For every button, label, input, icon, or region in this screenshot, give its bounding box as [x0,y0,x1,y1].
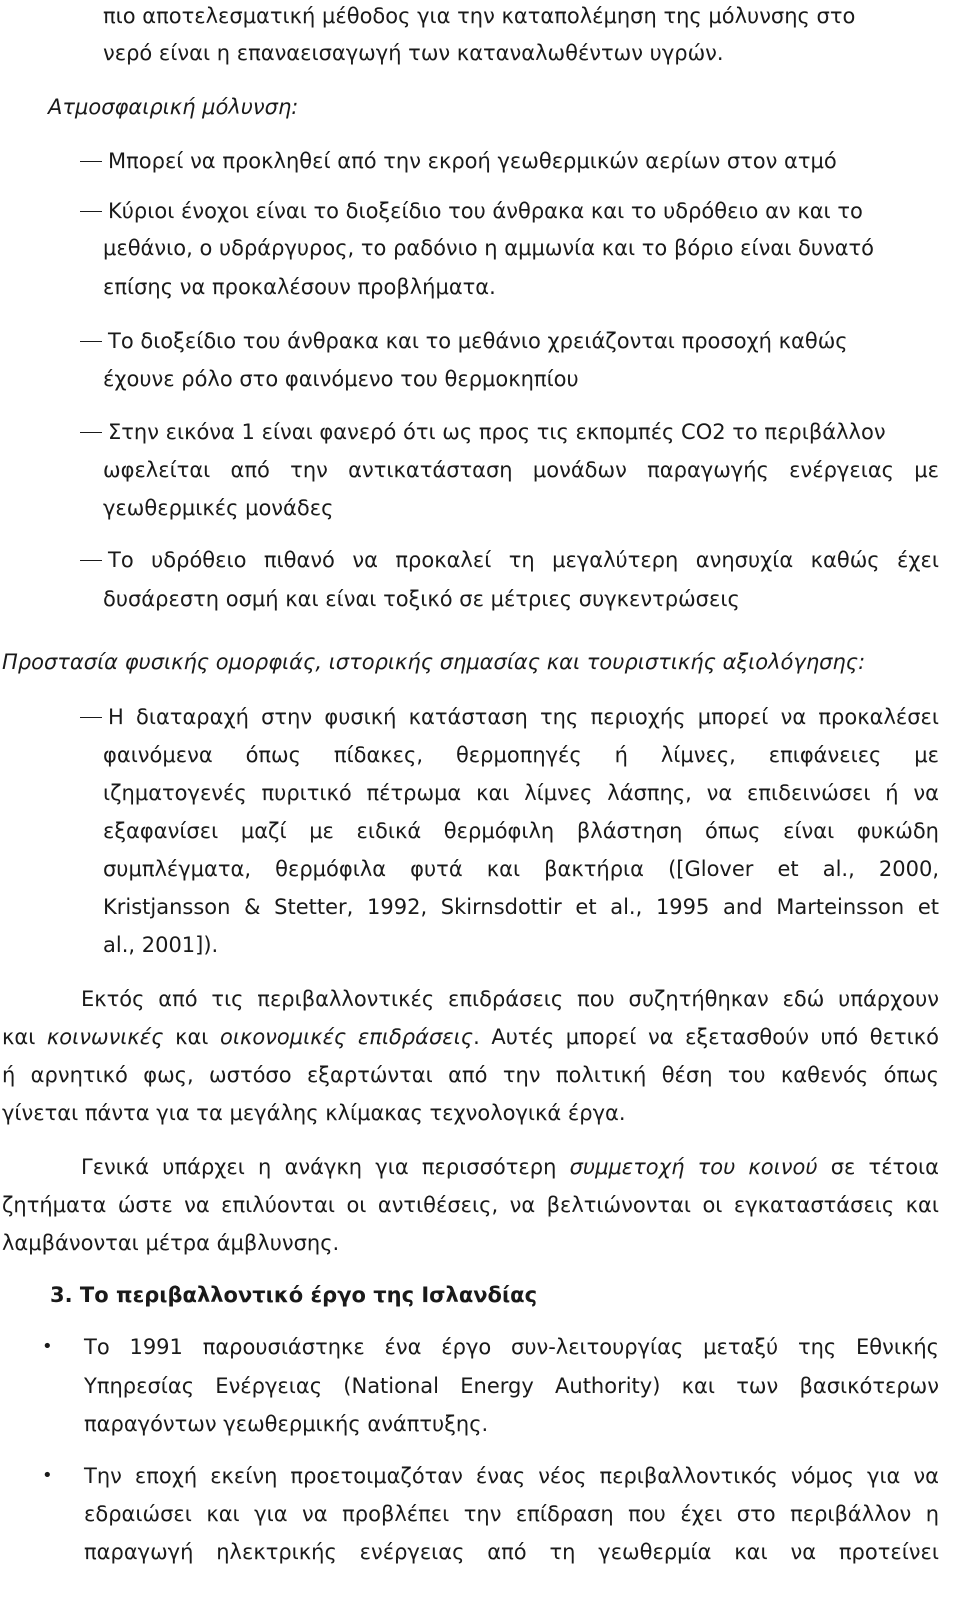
emphasis-social: κοινωνικές [46,1025,164,1049]
dash-marker [80,161,102,162]
bullet-marker-2: • [42,1465,53,1486]
section-heading-protection: Προστασία φυσικής ομορφιάς, ιστορικής σημασίας και τουριστικής αξιολόγησης: [2,650,866,674]
text: Μπορεί να προκληθεί από την εκροή γεωθερμικών αερίων στον ατμό [108,149,837,173]
dash-marker [80,560,102,561]
dash-item-3-line-1 [80,327,939,355]
text: Κύριοι ένοχοι είναι το διοξείδιο του άνθρακα και το υδρόθειο αν και το [108,199,863,223]
social-paragraph-line-2 [2,1023,939,1051]
public-paragraph-line-2: ζητήματα ώστε να επιλύονται οι αντιθέσεις, να βελτιώνονται οι εγκαταστάσεις και [2,1193,939,1217]
dash-marker [80,211,102,212]
dash-item-1 [80,147,837,175]
dash-marker [80,341,102,342]
bullet-1-line-2: Υπηρεσίας Ενέργειας (National Energy Authority) και των βασικότερων [84,1374,939,1398]
section-3-heading: 3. Το περιβαλλοντικό έργο της Ισλανδίας [50,1283,538,1307]
dash-item-2-line-2: μεθάνιο, ο υδράργυρος, το ραδόνιο η αμμωνία και το βόριο είναι δυνατό [103,236,875,260]
text: σε τέτοια [817,1155,939,1179]
protection-item-line-4: εξαφανίσει μαζί με ειδικά θερμόφιλη βλάστηση όπως είναι φυκώδη [103,819,939,843]
protection-item-line-3: ιζηματογενές πυριτικό πέτρωμα και λίμνες λάσπης, να επιδεινώσει ή να [103,781,939,805]
text: και [163,1025,220,1049]
social-paragraph-line-1: Εκτός από τις περιβαλλοντικές επιδράσεις που συζητήθηκαν εδώ υπάρχουν [81,987,939,1011]
bullet-marker-1: • [42,1336,53,1357]
text: Το διοξείδιο του άνθρακα και το μεθάνιο χρειάζονται προσοχή καθώς [108,329,848,353]
dash-item-4-line-2: ωφελείται από την αντικατάσταση μονάδων παραγωγής ενέργειας με [103,458,939,482]
text: πιο αποτελεσματική μέθοδος για την καταπολέμηση της μόλυνσης στο [103,4,856,28]
social-paragraph-line-4: γίνεται πάντα για τα μεγάλης κλίμακας τεχνολογικά έργα. [2,1101,626,1125]
protection-item-line-6: Kristjansson & Stetter, 1992, Skirnsdottir et al., 1995 and Marteinsson et [103,895,939,919]
bullet-1-line-3: παραγόντων γεωθερμικής ανάπτυξης. [84,1412,489,1436]
intro-line-2: νερό είναι η επαναεισαγωγή των καταναλωθέντων υγρών. [103,41,724,65]
bullet-1-line-1: Το 1991 παρουσιάστηκε ένα έργο συν-λειτουργίας μεταξύ της Εθνικής [84,1335,939,1359]
text: Στην εικόνα 1 είναι φανερό ότι ως προς τις εκπομπές CO2 το περιβάλλον [108,420,886,444]
public-paragraph-line-3: λαμβάνονται μέτρα άμβλυνσης. [2,1231,340,1255]
dash-item-3-line-2: έχουνε ρόλο στο φαινόμενο του θερμοκηπίου [103,367,579,391]
social-paragraph-line-3: ή αρνητικό φως, ωστόσο εξαρτώνται από την πολιτική θέση του καθενός όπως [2,1063,939,1087]
text: Γενικά υπάρχει η ανάγκη για περισσότερη [81,1155,570,1179]
dash-item-4-line-3: γεωθερμικές μονάδες [103,496,334,520]
text: Το υδρόθειο πιθανό να προκαλεί τη μεγαλύτερη ανησυχία καθώς έχει [108,548,939,572]
text: . Αυτές μπορεί να εξετασθούν υπό θετικό [473,1025,939,1049]
text: Η διαταραχή στην φυσική κατάσταση της περιοχής μπορεί να προκαλέσει [108,705,939,729]
dash-item-2-line-3: επίσης να προκαλέσουν προβλήματα. [103,275,496,299]
intro-line-1 [103,2,939,30]
dash-marker [80,432,102,433]
dash-item-2-line-1 [80,197,939,225]
dash-item-5-line-2: δυσάρεστη οσμή και είναι τοξικό σε μέτριες συγκεντρώσεις [103,587,740,611]
text: και [2,1025,47,1049]
bullet-2-line-3: παραγωγή ηλεκτρικής ενέργειας από τη γεωθερμία και να προτείνει [84,1540,939,1564]
public-paragraph-line-1 [81,1153,939,1181]
bullet-2-line-1: Την εποχή εκείνη προετοιμαζόταν ένας νέος περιβαλλοντικός νόμος για να [84,1464,939,1488]
protection-item-line-5: συμπλέγματα, θερμόφιλα φυτά και βακτήρια ([Glover et al., 2000, [103,857,939,881]
emphasis-economic: οικονομικές επιδράσεις [219,1025,474,1049]
bullet-2-line-2: εδραιώσει και για να προβλέπει την επίδραση που έχει στο περιβάλλον η [84,1502,939,1526]
dash-item-5-line-1 [80,546,939,574]
protection-item-line-7: al., 2001]). [103,933,219,957]
section-heading-atmospheric-pollution: Ατμοσφαιρική μόλυνση: [48,95,299,119]
dash-marker [80,717,102,718]
emphasis-public-participation: συμμετοχή του κοινού [569,1155,818,1179]
protection-item-line-1 [80,703,939,731]
dash-item-4-line-1 [80,418,939,446]
protection-item-line-2: φαινόμενα όπως πίδακες, θερμοπηγές ή λίμνες, επιφάνειες με [103,743,939,767]
